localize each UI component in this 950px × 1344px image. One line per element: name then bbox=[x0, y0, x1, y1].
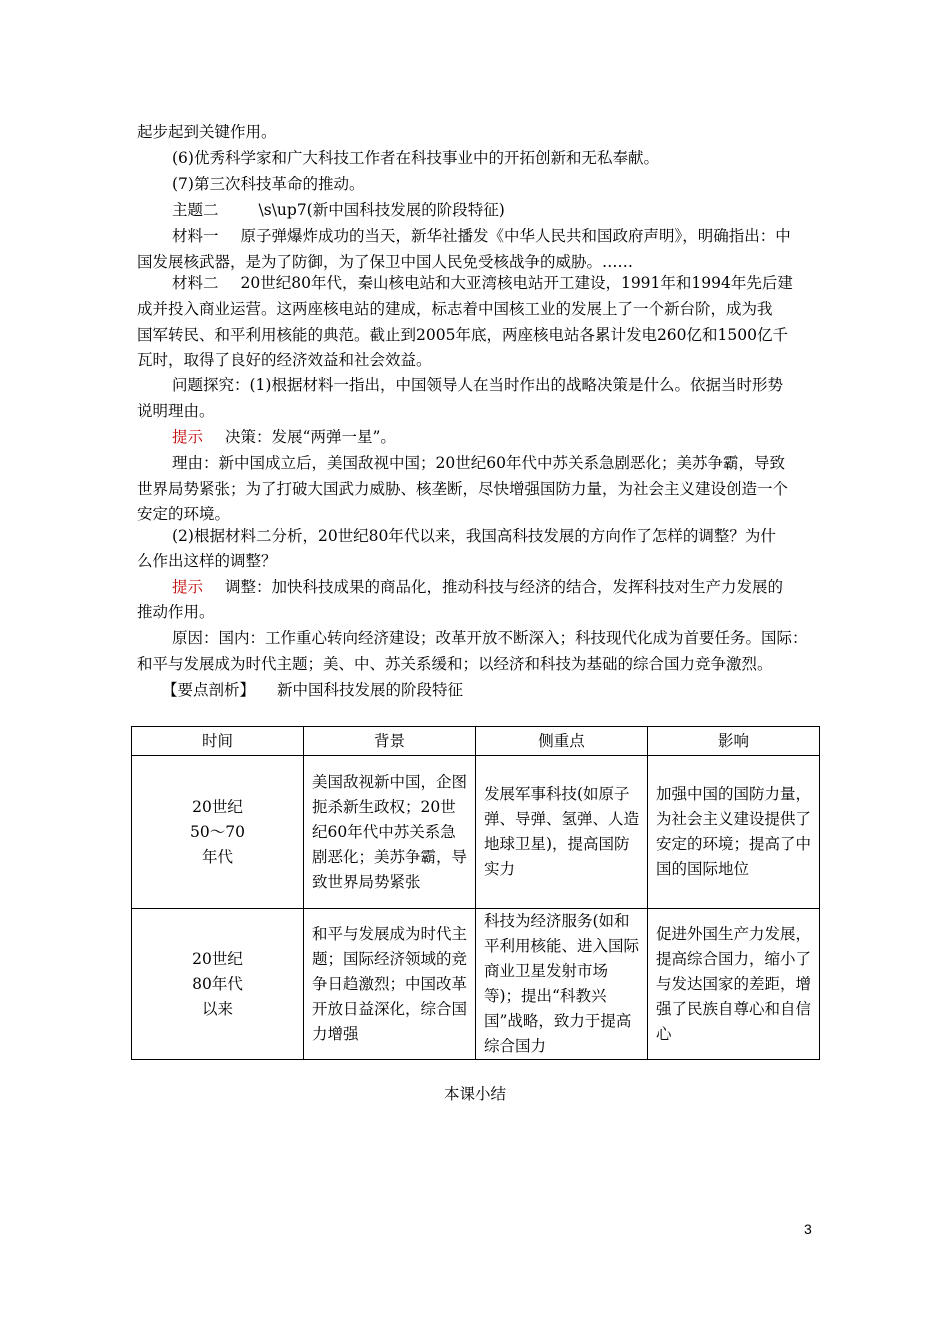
hint-text: 调整：加快科技成果的商品化，推动科技与经济的结合，发挥科技对生产力发展的 bbox=[225, 578, 784, 596]
paragraph-line: 原因：国内：工作重心转向经济建设；改革开放不断深入；科技现代化成为首要任务。国际： bbox=[172, 629, 808, 647]
material-one-line bbox=[172, 223, 820, 249]
hint-label: 提示 bbox=[172, 578, 204, 596]
paragraph-line: 么作出这样的调整？ bbox=[137, 552, 277, 570]
time-line: 20世纪 bbox=[192, 949, 243, 968]
page-number: 3 bbox=[804, 1221, 812, 1237]
header-impact: 影响 bbox=[648, 727, 820, 756]
focus-cell: 发展军事科技(如原子弹、导弹、氢弹、人造地球卫星)，提高国防实力 bbox=[476, 756, 648, 909]
stage-features-table bbox=[131, 726, 820, 1060]
header-focus: 侧重点 bbox=[476, 727, 648, 756]
paragraph-line: 起步起到关键作用。 bbox=[137, 123, 277, 141]
material-text: 原子弹爆炸成功的当天，新华社播发《中华人民共和国政府声明》，明确指出：中 bbox=[240, 227, 791, 245]
lesson-summary-title: 本课小结 bbox=[443, 1085, 506, 1103]
time-cell bbox=[132, 909, 304, 1060]
background-cell: 美国敌视新中国，企图扼杀新生政权；20世纪60年代中苏关系急剧恶化；美苏争霸，导致世界局势紧张 bbox=[304, 756, 476, 909]
material-label: 材料二 bbox=[172, 274, 219, 292]
header-background: 背景 bbox=[304, 727, 476, 756]
paragraph-line: 和平与发展成为时代主题；美、中、苏关系缓和；以经济和科技为基础的综合国力竞争激烈。 bbox=[137, 655, 773, 673]
theme-heading bbox=[172, 197, 820, 223]
paragraph-line: 瓦时，取得了良好的经济效益和社会效益。 bbox=[137, 351, 432, 369]
paragraph-line: 说明理由。 bbox=[137, 402, 215, 420]
hint-text: 决策：发展“两弹一星”。 bbox=[225, 428, 396, 446]
theme-label: 主题二 bbox=[172, 201, 219, 219]
header-time: 时间 bbox=[132, 727, 304, 756]
time-line: 年代 bbox=[201, 847, 233, 866]
hint-line bbox=[172, 574, 820, 600]
time-line: 以来 bbox=[201, 999, 233, 1018]
question-line: 问题探究：(1)根据材料一指出，中国领导人在当时作出的战略决策是什么。依据当时形势 bbox=[172, 376, 783, 394]
paragraph-line: 成并投入商业运营。这两座核电站的建成，标志着中国核工业的发展上了一个新台阶，成为我 bbox=[137, 300, 773, 318]
impact-cell: 加强中国的国防力量，为社会主义建设提供了安定的环境；提高了中国的国际地位 bbox=[648, 756, 820, 909]
time-line: 80年代 bbox=[192, 974, 243, 993]
key-points-title: 新中国科技发展的阶段特征 bbox=[277, 681, 464, 699]
material-label: 材料一 bbox=[172, 227, 219, 245]
hint-line bbox=[172, 424, 820, 450]
paragraph-line: 理由：新中国成立后，美国敌视中国；20世纪60年代中苏关系急剧恶化；美苏争霸，导致 bbox=[172, 454, 785, 472]
theme-title: \s\up7(新中国科技发展的阶段特征) bbox=[258, 201, 505, 219]
question-line: (2)根据材料二分析，20世纪80年代以来，我国高科技发展的方向作了怎样的调整？为什 bbox=[172, 527, 776, 545]
background-cell: 和平与发展成为时代主题；国际经济领域的竞争日趋激烈；中国改革开放日益深化，综合国力增强 bbox=[304, 909, 476, 1060]
time-line: 50～70 bbox=[190, 822, 245, 841]
paragraph-line: 国军转民、和平利用核能的典范。截止到2005年底，两座核电站各累计发电260亿和1500亿千 bbox=[137, 326, 788, 344]
key-points-label: 【要点剖析】 bbox=[162, 681, 256, 699]
paragraph-line: 安定的环境。 bbox=[137, 505, 231, 523]
material-two-line bbox=[172, 270, 820, 296]
table-row bbox=[132, 756, 820, 909]
paragraph-line: 国发展核武器，是为了防御，为了保卫中国人民免受核战争的威胁。…… bbox=[137, 253, 634, 271]
table-header-row bbox=[132, 727, 820, 756]
key-points-heading bbox=[162, 677, 845, 703]
focus-cell: 科技为经济服务(如和平利用核能、进入国际商业卫星发射市场等)；提出“科教兴国”战略，致力于提高综合国力 bbox=[476, 909, 648, 1060]
table-row bbox=[132, 909, 820, 1060]
paragraph-line: 世界局势紧张；为了打破大国武力威胁、核垄断，尽快增强国防力量，为社会主义建设创造一个 bbox=[137, 480, 789, 498]
material-text: 20世纪80年代，秦山核电站和大亚湾核电站开工建设，1991年和1994年先后建 bbox=[240, 274, 793, 292]
hint-label: 提示 bbox=[172, 428, 204, 446]
paragraph-line: 推动作用。 bbox=[137, 603, 215, 621]
time-cell bbox=[132, 756, 304, 909]
paragraph-line: (6)优秀科学家和广大科技工作者在科技事业中的开拓创新和无私奉献。 bbox=[172, 149, 659, 167]
time-line: 20世纪 bbox=[192, 797, 243, 816]
paragraph-line: (7)第三次科技革命的推动。 bbox=[172, 175, 365, 193]
impact-cell: 促进外国生产力发展，提高综合国力，缩小了与发达国家的差距，增强了民族自尊心和自信心 bbox=[648, 909, 820, 1060]
